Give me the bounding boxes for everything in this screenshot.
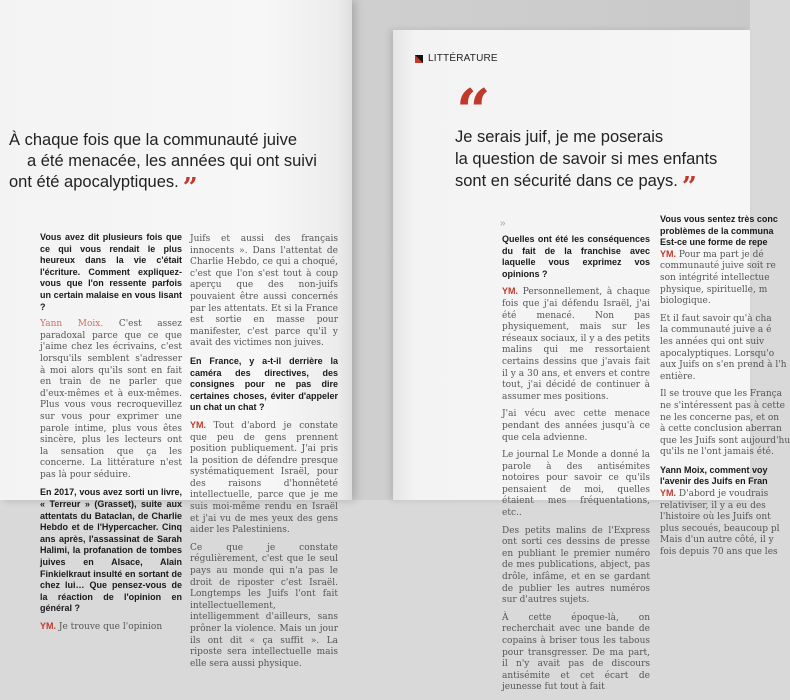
question: Vous avez dit plusieurs fois que ce qui vous rendait le plus heureux dans la vie c'était l'écriture. Comment expliquez-vous que l'on ressente parfois un certain malaise en vous lisant ? <box>40 232 182 312</box>
answer-line <box>660 488 769 501</box>
answer-line: plus secoués, beaucoup pl <box>660 523 780 534</box>
answer-line: son intégrité intellectue <box>660 272 770 283</box>
answer <box>40 621 182 634</box>
right-pull-quote-line: Je serais juif, je me poserais <box>455 128 664 146</box>
left-pull-quote <box>9 130 339 203</box>
answer-line: les années qui ont suiv <box>660 336 765 347</box>
question-line: l'avenir des Juifs en Fran <box>660 476 768 487</box>
left-pull-quote-line: ont été apocalyptiques. <box>9 173 179 191</box>
section-rubric: LITTÉRATURE <box>428 53 498 64</box>
right-pull-quote <box>455 126 745 202</box>
answer-text: Tout d'abord je constate que peu de gens prennent position publiquement. J'ai pris la position de défendre presque systématiquement Israël, pour des raisons d'honnêteté intellectuelle, parce que je me suis moi-même rendu en Israël et j'ai vu de mes yeux des gens aider les Palestiniens. <box>190 420 338 536</box>
answer <box>502 286 650 403</box>
answer-line: physique, spirituelle, m <box>660 284 768 295</box>
answer-line: ne s'intéressent pas à cette <box>660 400 785 411</box>
question-line: Vous vous sentez très conc <box>660 214 778 224</box>
question: Quelles ont été les conséquences du fait de la franchise avec laquelle vous exprimez vos opinions ? <box>502 234 650 279</box>
answer-line: relativiser, il y a eu des <box>660 500 766 511</box>
answer-paragraph: Ce que je constate régulièrement, c'est que le seul pays au monde qui n'a pas le droit de riposter c'est Israël. Longtemps les Juifs l'ont fait intellectuellement, intelligemment d'ailleurs, sans prôner la violence. Mais un jour ils ont dit « ça suffit ». La riposte sera intellectuelle mais elle sera aussi physique. <box>190 542 338 669</box>
rubric-square-icon <box>415 55 423 63</box>
answer-text: D'abord je voudrais <box>678 489 769 500</box>
answer-line: communauté juive soit re <box>660 261 776 272</box>
question: En 2017, vous avez sorti un livre, « Terreur » (Grasset), suite aux attentats du Bataclan, de Charlie Hebdo et de l'Hypercacher. Cinq ans après, l'assassinat de Sarah Halimi, la profanation de tombes juives en Alsace, Alain Finkielkraut insulté en sortant de chez lui… Que pensez-vous de la réaction de l'opinion en général ? <box>40 487 182 614</box>
question-line: Est-ce une forme de repe <box>660 237 768 248</box>
question-line: problèmes de la communa <box>660 225 774 236</box>
answer-line: apocalyptiques. Lorsqu'o <box>660 348 775 359</box>
right-pull-quote-line: sont en sécurité dans ce pays. <box>455 172 678 190</box>
answer-line: Mais d'un autre côté, il y <box>660 535 774 546</box>
answer-paragraph: Le journal Le Monde a donné la parole à des antisémites notoires pour savoir ce qu'ils pensaient de moi, quelles étaient mes fréquentations, etc.. <box>502 450 650 519</box>
answer-line <box>660 248 764 262</box>
answer-paragraph: J'ai vécu avec cette menace pendant des années jusqu'à ce que cela advienne. <box>502 409 650 443</box>
answer-line: fois depuis 70 ans que les <box>660 547 778 558</box>
speaker-name: Yann Moix. <box>40 319 104 330</box>
left-column-2 <box>190 234 338 676</box>
answer-paragraph: À cette époque-là, on recherchait avec une bande de copains à briser tous les tabous pour transgresser. De ma part, il n'y avait pas de discours antisémite et cet écart de jeunesse fut tout à fait <box>502 612 650 693</box>
right-column-1 <box>502 234 650 700</box>
answer-line: aux Juifs on s'en prend à l'h <box>660 360 787 371</box>
close-quote-icon: ” <box>681 172 697 202</box>
left-page <box>0 0 352 669</box>
open-quote-icon: “ <box>456 77 491 147</box>
right-pull-quote-line: la question de savoir si mes enfants <box>455 150 718 168</box>
answer-paragraph: Des petits malins de l'Express ont sorti ces dessins de presse en publiant le premier numéro de mes publications, abject, pas drôle, infâme, et en se gardant de publier les autres numéros sur d'autres sujets. <box>502 525 650 606</box>
answer-continued: Juifs et aussi des français innocents ». Dans l'attentat de Charlie Hebdo, ce qui a choqué, c'est que l'on s'est tout à coup aperçu que des non-juifs pouvaient être aussi concernés par les attentats. Et si la France est sortie en masse pour manifester, c'est parce qu'il y avait des victimes non juives. <box>190 234 338 349</box>
question: En France, y a-t-il derrière la caméra des directives, des consignes pour ne pas dire certaines choses, éviter d'appeler un chat un chat ? <box>190 355 338 413</box>
answer <box>40 319 182 481</box>
answer-text: C'est assez paradoxal parce que ce que j'aime chez les écrivains, c'est lorsqu'ils semblent s'adresser à moi alors qu'ils sont en fait en train de ne parler que d'eux-mêmes et à eux-mêmes. Plus vous vous recroquevillez sur vous pour exprimer une parole intime, plus vous êtes sincère, plus les lecteurs ont la sensation que ça les concerne. La littérature n'est pas là pour séduire. <box>40 319 182 480</box>
continuation-chevron-icon: » <box>500 218 506 229</box>
speaker-initials: YM. <box>660 248 677 259</box>
answer-text: Je trouve que l'opinion <box>58 622 163 632</box>
answer-line: à cette conclusion aberran <box>660 424 782 435</box>
right-column-2 <box>660 214 790 559</box>
answer-line: entière. <box>660 371 696 382</box>
speaker-initials: YM. <box>502 286 519 297</box>
speaker-initials: YM. <box>40 621 57 631</box>
answer-line: la communauté juive a é <box>660 325 772 336</box>
answer-line: biologique. <box>660 296 711 307</box>
answer-text: Pour ma part je dé <box>678 249 764 260</box>
left-column-1 <box>40 232 182 640</box>
speaker-initials: YM. <box>660 488 677 499</box>
answer-line: Et il faut savoir qu'à cha <box>660 313 772 324</box>
question-line: Yann Moix, comment voy <box>660 464 768 475</box>
close-quote-icon: ” <box>182 173 198 203</box>
answer-line: ne les concerne pas, et on <box>660 412 780 423</box>
left-pull-quote-line: À chaque fois que la communauté juive <box>9 131 298 149</box>
answer-line: Il se trouve que les França <box>660 389 783 400</box>
left-pull-quote-line: a été menacée, les années qui ont suivi <box>27 152 317 170</box>
answer-text: Personnellement, à chaque fois que j'ai défendu Israël, j'ai été menacé. Non pas physiquement, mais sur les réseaux sociaux, il y a des petits malins qui me ressortaient certains dessins que j'avais fait il y a 30 ans, et envers et contre tout, j'ai décidé de continuer à assumer mes positions. <box>502 287 650 402</box>
answer-line: qu'ils ne l'ont jamais été. <box>660 447 774 458</box>
answer <box>190 420 338 537</box>
answer-line: que les Juifs sont aujourd'hu <box>660 435 790 446</box>
speaker-initials: YM. <box>190 419 207 430</box>
answer-line: l'histoire où les Juifs ont <box>660 512 771 523</box>
